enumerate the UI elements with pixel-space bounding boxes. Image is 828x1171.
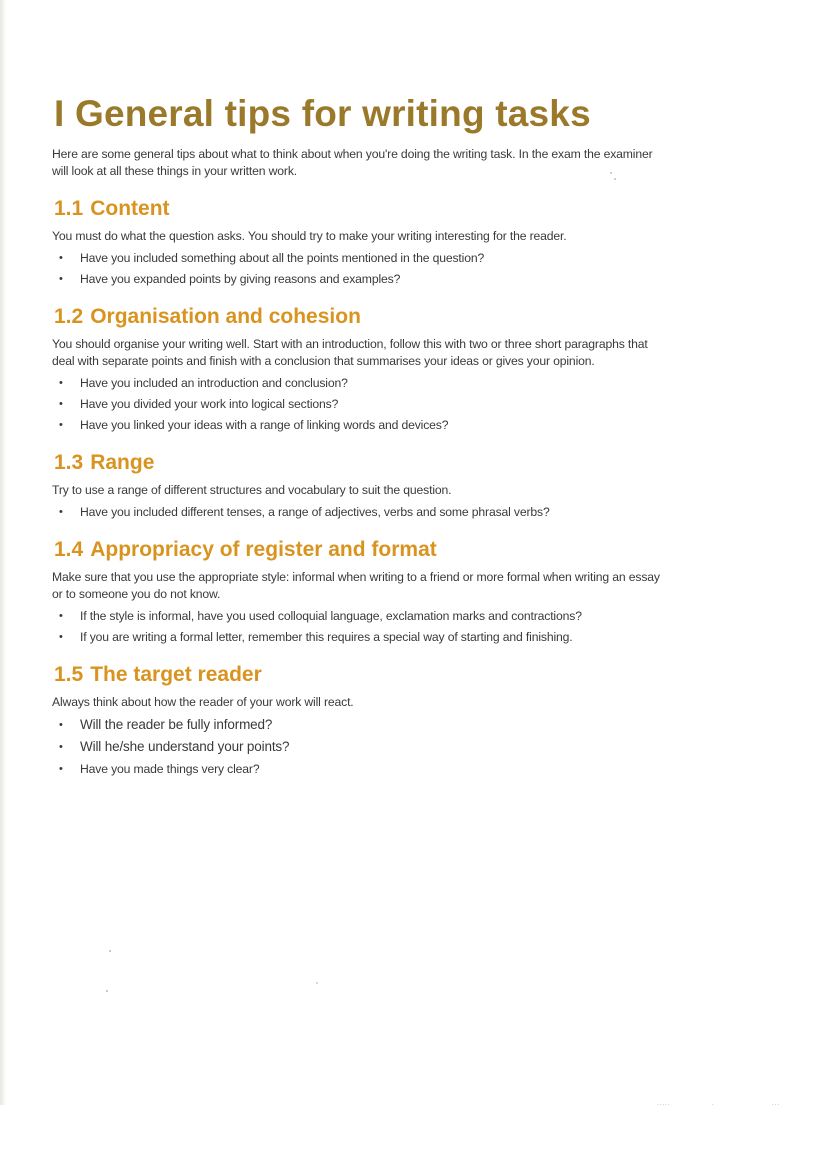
section-heading xyxy=(54,450,662,476)
section-title: The target reader xyxy=(90,663,262,686)
scan-speck xyxy=(106,990,108,992)
list-item: • Will the reader be fully informed? xyxy=(52,714,662,736)
scan-speck xyxy=(109,950,111,952)
bullet-icon: • xyxy=(59,252,63,264)
bullet-list xyxy=(52,248,662,290)
bullet-icon: • xyxy=(59,398,63,410)
section-content xyxy=(52,196,662,290)
section-number: 1.3 xyxy=(54,451,84,474)
section-paragraph: Try to use a range of different structures and vocabulary to suit the question. xyxy=(52,483,452,497)
bullet-icon: • xyxy=(59,273,63,285)
section-target-reader xyxy=(52,662,662,780)
footer-page-number: ... xyxy=(772,1101,781,1107)
section-title: Content xyxy=(90,197,170,220)
bullet-icon: • xyxy=(59,741,63,753)
section-number: 1.2 xyxy=(54,305,84,328)
section-title: Organisation and cohesion xyxy=(90,305,361,328)
section-number: 1.1 xyxy=(54,197,84,220)
section-heading xyxy=(54,662,662,688)
bullet-list xyxy=(52,714,662,780)
list-item: • If the style is informal, have you used colloquial language, exclamation marks and contractions? xyxy=(52,606,662,627)
bullet-list xyxy=(52,606,662,648)
section-paragraph: Make sure that you use the appropriate style: informal when writing to a friend or more formal when writing an essay or to someone you do not know. xyxy=(52,570,660,601)
section-title: Range xyxy=(90,451,155,474)
section-heading xyxy=(54,537,662,563)
section-paragraph: You must do what the question asks. You should try to make your writing interesting for the reader. xyxy=(52,229,567,243)
intro-paragraph: Here are some general tips about what to think about when you're doing the writing task. In the exam the examiner will look at all these things in your written work. xyxy=(52,147,653,178)
bullet-icon: • xyxy=(59,419,63,431)
scan-speck xyxy=(614,178,616,180)
bullet-icon: • xyxy=(59,506,63,518)
section-heading xyxy=(54,196,662,222)
section-appropriacy-of-register xyxy=(52,537,662,648)
document-content xyxy=(52,92,662,794)
section-paragraph: Always think about how the reader of your work will react. xyxy=(52,695,354,709)
section-number: 1.4 xyxy=(54,538,84,561)
section-organisation-and-cohesion xyxy=(52,304,662,436)
list-item: • Have you made things very clear? xyxy=(52,758,662,780)
bullet-list xyxy=(52,502,662,523)
bullet-icon: • xyxy=(59,610,63,622)
list-item: • Have you divided your work into logical sections? xyxy=(52,394,662,415)
list-item: • Have you included something about all the points mentioned in the question? xyxy=(52,248,662,269)
section-paragraph: You should organise your writing well. Start with an introduction, follow this with two or three short paragraphs that deal with separate points and finish with a conclusion that summarises your ideas or gives your opinion. xyxy=(52,337,648,368)
bullet-icon: • xyxy=(59,719,63,731)
footer-left-text: ..... xyxy=(657,1101,671,1107)
page-title: I General tips for writing tasks xyxy=(54,93,591,134)
list-item: • If you are writing a formal letter, remember this requires a special way of starting and finishing. xyxy=(52,627,662,648)
bullet-icon: • xyxy=(59,763,63,775)
list-item: • Have you included an introduction and conclusion? xyxy=(52,373,662,394)
list-item: • Will he/she understand your points? xyxy=(52,736,662,758)
section-number: 1.5 xyxy=(54,663,84,686)
section-range xyxy=(52,450,662,523)
bullet-icon: • xyxy=(59,377,63,389)
list-item: • Have you expanded points by giving reasons and examples? xyxy=(52,269,662,290)
page-edge-shadow xyxy=(0,0,6,1105)
list-item: • Have you linked your ideas with a range of linking words and devices? xyxy=(52,415,662,436)
section-title: Appropriacy of register and format xyxy=(90,538,437,561)
bullet-icon: • xyxy=(59,631,63,643)
scan-speck xyxy=(316,982,318,984)
list-item: • Have you included different tenses, a range of adjectives, verbs and some phrasal verbs? xyxy=(52,502,662,523)
bullet-list xyxy=(52,373,662,436)
section-heading xyxy=(54,304,662,330)
footer-middle-text: . xyxy=(712,1101,715,1107)
scan-speck xyxy=(610,172,612,174)
